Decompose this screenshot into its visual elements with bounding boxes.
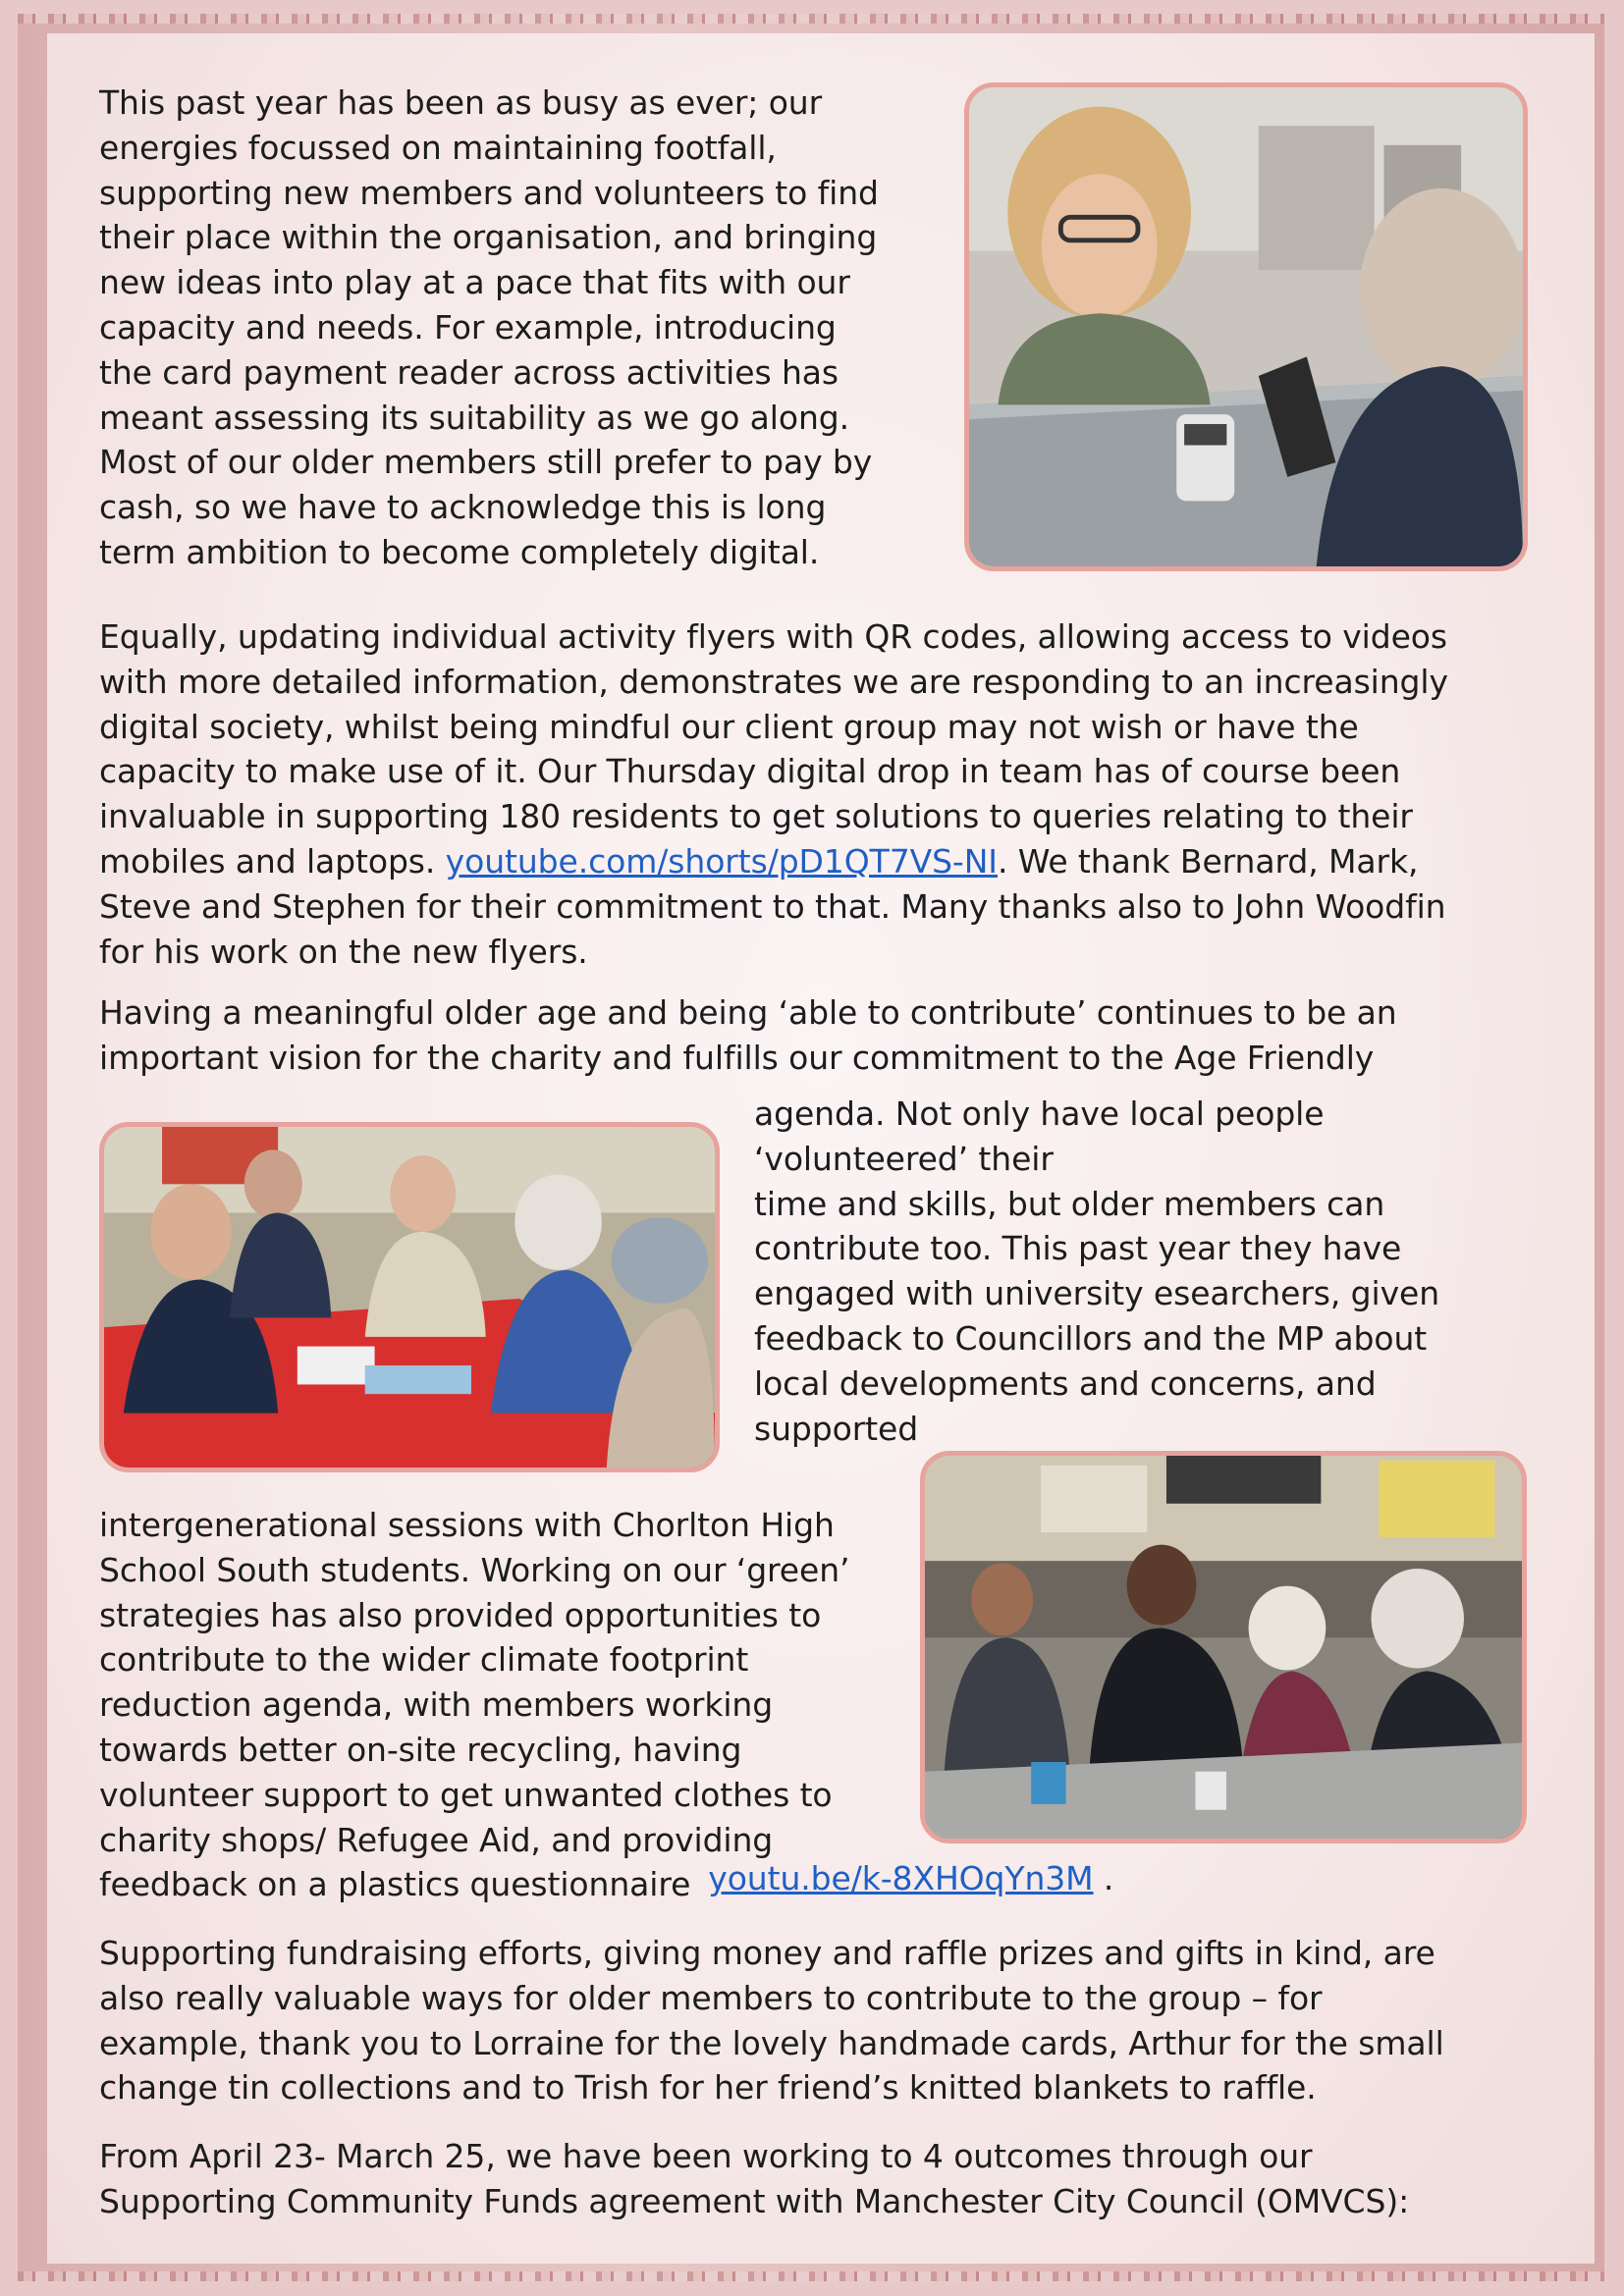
digital-paragraph: [99, 614, 1448, 974]
youtu-be-link[interactable]: youtu.be/k-8XHOqYn3M: [708, 1859, 1094, 1898]
text-line: Supporting fundraising efforts, giving money and raffle prizes and gifts in kind, are: [99, 1934, 1435, 1972]
text-line: ‘volunteered’ their: [754, 1139, 1054, 1178]
card-reader-photo-illustration: [969, 87, 1523, 566]
outcomes-paragraph: [99, 2134, 1409, 2224]
text-line: also really valuable ways for older members to contribute to the group – for: [99, 1978, 1323, 2017]
text-line: time and skills, but older members can: [754, 1184, 1385, 1223]
text-line: reduction agenda, with members working: [99, 1685, 774, 1725]
text-line: engaged with university esearchers, given: [754, 1274, 1440, 1313]
text-line: Supporting Community Funds agreement with Manchester City Council (OMVCS):: [99, 2181, 1410, 2220]
text-segment: .: [1103, 1859, 1114, 1898]
youtube-shorts-link[interactable]: youtube.com/shorts/pD1QT7VS-NI: [445, 841, 998, 881]
text-segment: feedback on a plastics questionnaire: [99, 1865, 691, 1904]
text-line: term ambition to become completely digital.: [99, 532, 820, 571]
text-line: cash, so we have to acknowledge this is long: [99, 488, 827, 527]
text-line: towards better on-site recycling, having: [99, 1730, 742, 1769]
age-friendly-paragraph: [99, 990, 1397, 1081]
text-line: invaluable in supporting 180 residents to get solutions to queries relating to their: [99, 797, 1413, 836]
text-line: for his work on the new flyers.: [99, 932, 588, 971]
text-line: From April 23- March 25, we have been working to 4 outcomes through our: [99, 2137, 1313, 2175]
card-reader-photo: [964, 82, 1528, 571]
intro-paragraph: [99, 80, 879, 575]
text-line: their place within the organisation, and bringing: [99, 218, 878, 257]
text-line: contribute too. This past year they have: [754, 1229, 1402, 1268]
text-line: School South students. Working on our ‘green’: [99, 1550, 850, 1589]
text-line: Steve and Stephen for their commitment to that. Many thanks also to John Woodfin: [99, 886, 1446, 926]
text-line: intergenerational sessions with Chorlton High: [99, 1506, 835, 1544]
text-line: agenda. Not only have local people: [754, 1095, 1325, 1133]
members-meeting-photo-illustration: [104, 1127, 715, 1468]
fundraising-paragraph: [99, 1931, 1444, 2110]
members-meeting-photo: [99, 1122, 720, 1472]
text-line: important vision for the charity and fulfills our commitment to the Age Friendly: [99, 1038, 1375, 1077]
text-line: local developments and concerns, and: [754, 1363, 1377, 1403]
text-segment: mobiles and laptops.: [99, 841, 446, 881]
text-line: charity shops/ Refugee Aid, and providing: [99, 1820, 774, 1859]
text-line: new ideas into play at a pace that fits with our: [99, 263, 850, 302]
text-line: change tin collections and to Trish for her friend’s knitted blankets to raffle.: [99, 2068, 1317, 2108]
text-line-with-link: [99, 839, 1448, 884]
age-friendly-paragraph-continued: [754, 1092, 1439, 1451]
text-line: energies focussed on maintaining footfall,: [99, 128, 777, 167]
text-line: the card payment reader across activities has: [99, 352, 839, 392]
text-line: example, thank you to Lorraine for the lovely handmade cards, Arthur for the small: [99, 2023, 1444, 2062]
text-line: capacity and needs. For example, introducing: [99, 307, 837, 347]
text-segment: . We thank Bernard, Mark,: [997, 841, 1419, 881]
text-line: contribute to the wider climate footprint: [99, 1640, 749, 1680]
text-line-with-link: [99, 1859, 1114, 1907]
text-line: digital society, whilst being mindful our client group may not wish or have the: [99, 707, 1359, 746]
text-line: strategies has also provided opportunities to: [99, 1595, 822, 1634]
text-line: supported: [754, 1409, 919, 1448]
text-line: Having a meaningful older age and being ‘able to contribute’ continues to be an: [99, 993, 1397, 1032]
text-line: feedback to Councillors and the MP about: [754, 1318, 1428, 1358]
text-line: meant assessing its suitability as we go along.: [99, 398, 850, 437]
text-line: This past year has been as busy as ever; our: [99, 83, 823, 122]
intergenerational-paragraph: [99, 1503, 1113, 1907]
text-line: capacity to make use of it. Our Thursday digital drop in team has of course been: [99, 752, 1401, 791]
text-line: supporting new members and volunteers to find: [99, 173, 879, 212]
text-line: with more detailed information, demonstrates we are responding to an increasingly: [99, 662, 1448, 701]
text-line: Equally, updating individual activity flyers with QR codes, allowing access to videos: [99, 617, 1447, 656]
text-line: Most of our older members still prefer to pay by: [99, 443, 873, 482]
text-line: volunteer support to get unwanted clothes to: [99, 1775, 833, 1814]
